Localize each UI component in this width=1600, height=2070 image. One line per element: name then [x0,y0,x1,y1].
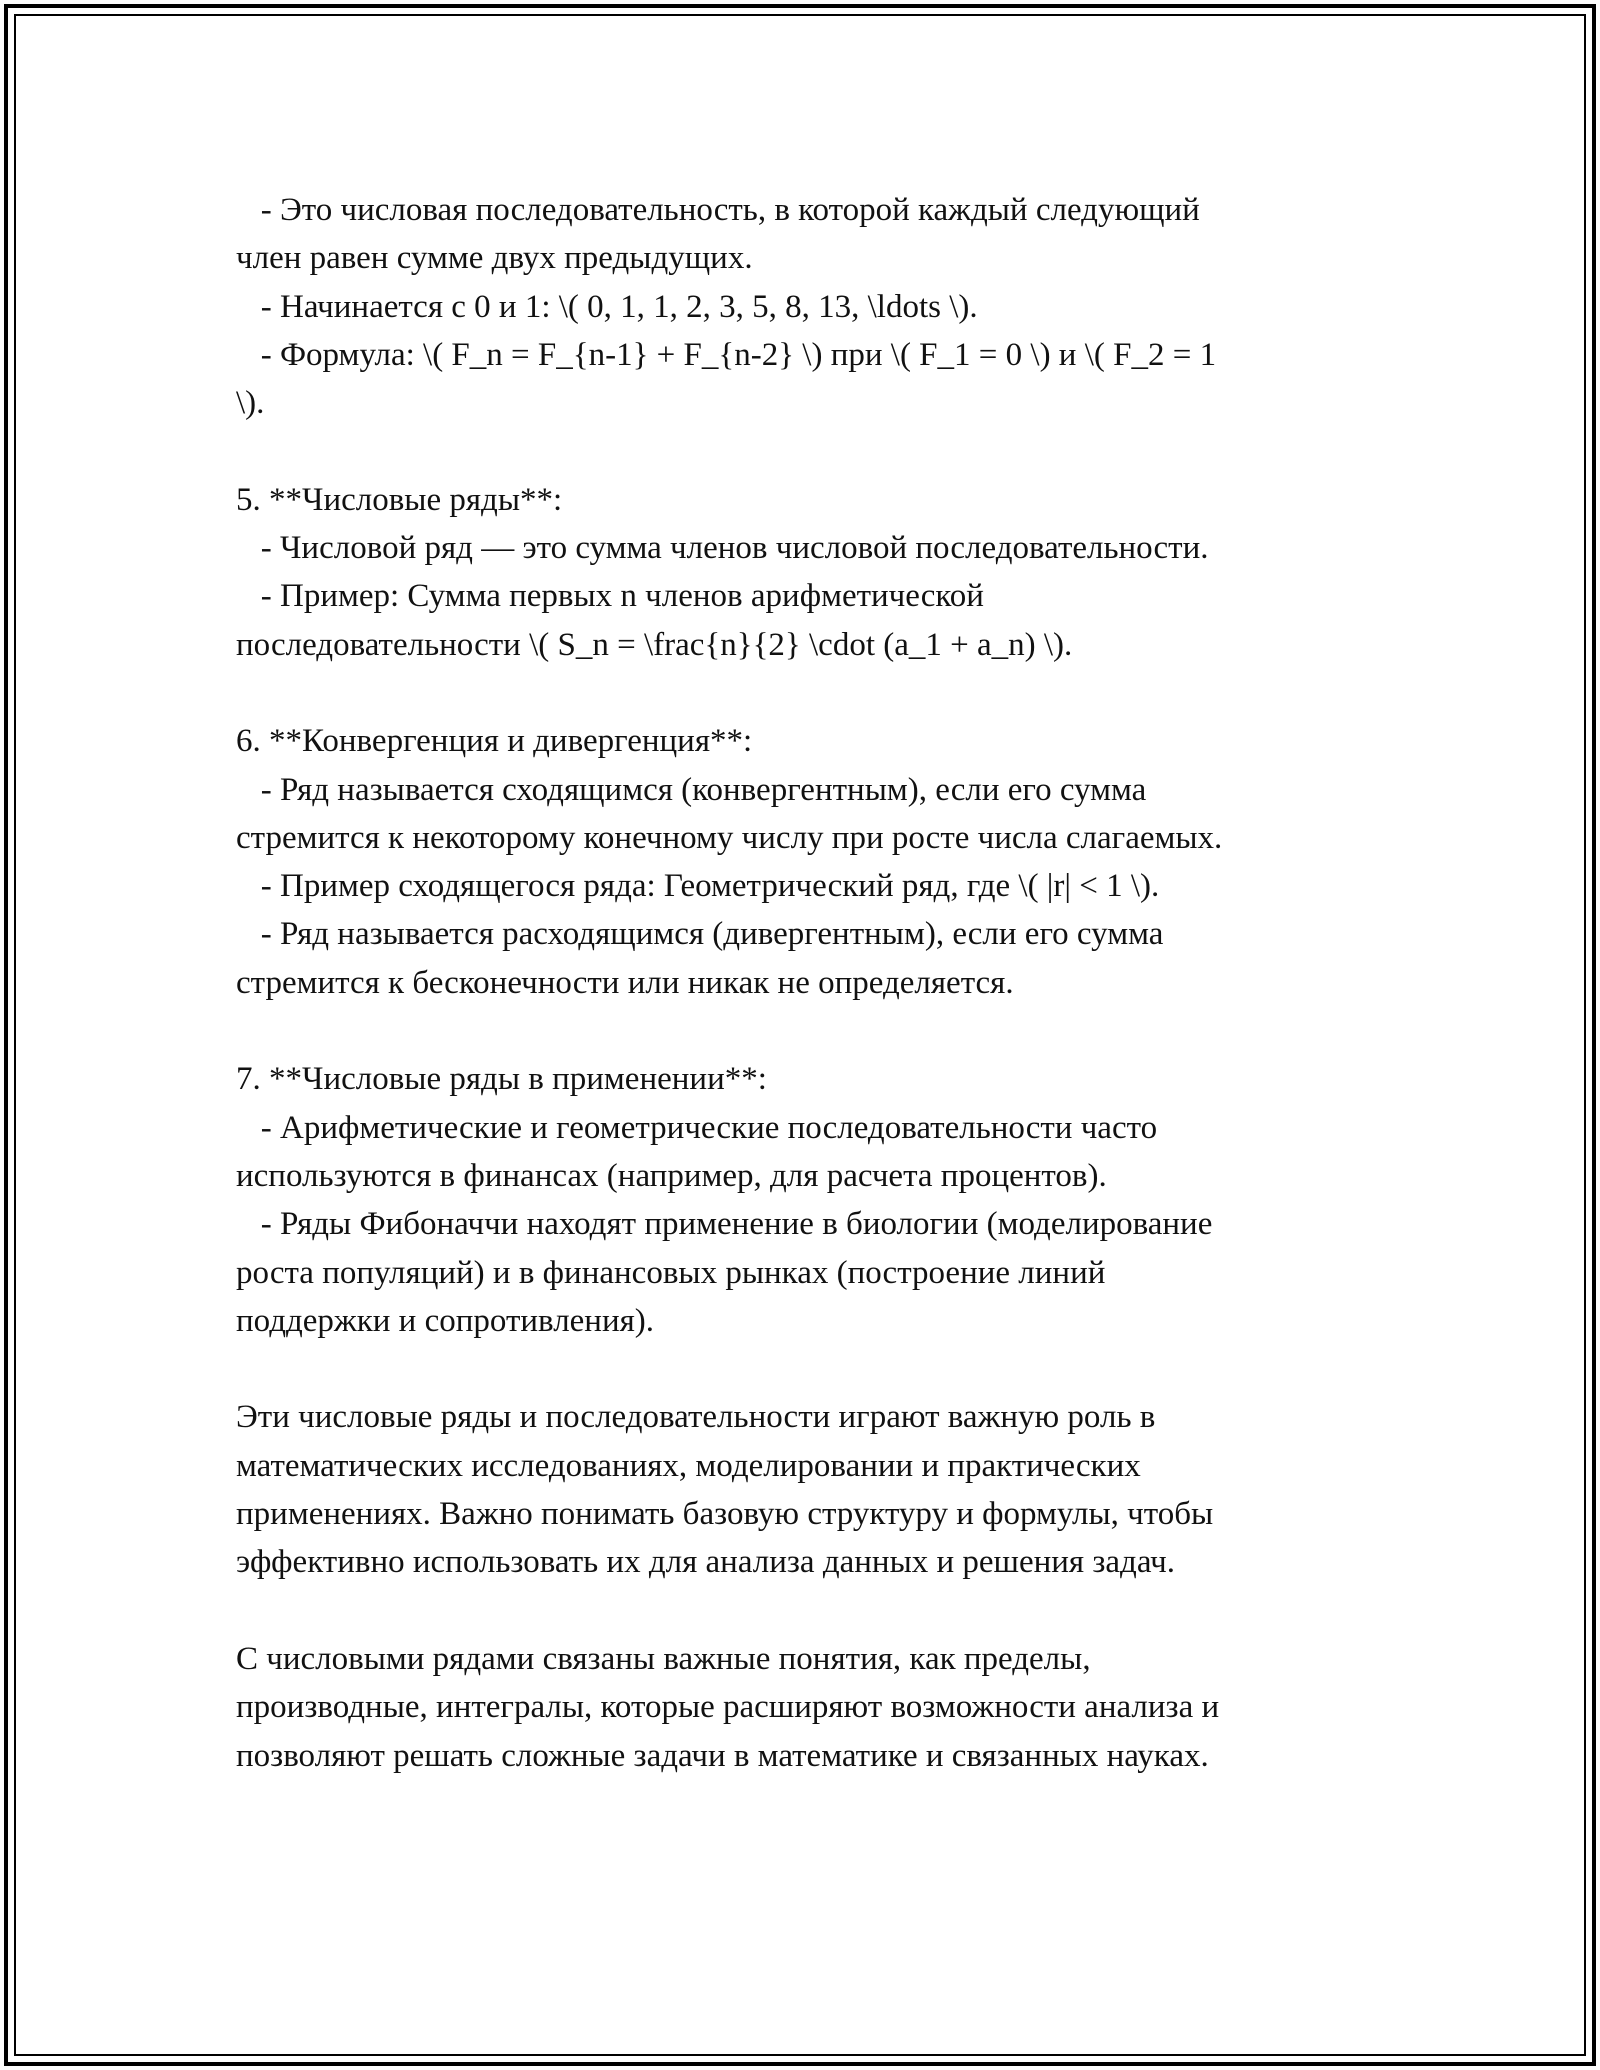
text-line: - Ряд называется сходящимся (конвергентным), если его сумма [236,771,1147,808]
text-line: - Числовой ряд — это сумма членов числовой последовательности. [236,530,1209,567]
text-line: - Арифметические и геометрические последовательности часто [236,1109,1158,1146]
blank-line [236,1345,1356,1393]
text-line: поддержки и сопротивления). [236,1302,655,1339]
text-line: член равен сумме двух предыдущих. [236,240,753,277]
text-line: - Пример сходящегося ряда: Геометрический ряд, где \( |r| < 1 \). [236,868,1160,905]
text-line: 6. **Конвергенция и дивергенция**: [236,723,753,760]
text-line: - Пример: Сумма первых n членов арифметической [236,578,984,615]
text-line: математических исследованиях, моделировании и практических [236,1447,1141,1484]
document-body [236,186,1356,1780]
blank-line [236,1587,1356,1635]
text-line: эффективно использовать их для анализа данных и решения задач. [236,1544,1176,1581]
text-line: производные, интегралы, которые расширяют возможности анализа и [236,1689,1220,1726]
blank-line [236,427,1356,475]
text-line: роста популяций) и в финансовых рынках (построение линий [236,1254,1106,1291]
text-line: - Ряды Фибоначчи находят применение в биологии (моделирование [236,1206,1213,1243]
blank-line [236,669,1356,717]
text-line: стремится к некоторому конечному числу при росте числа слагаемых. [236,819,1223,856]
text-line: стремится к бесконечности или никак не определяется. [236,964,1014,1001]
text-line: С числовыми рядами связаны важные понятия, как пределы, [236,1640,1091,1677]
blank-line [236,1007,1356,1055]
text-line: позволяют решать сложные задачи в математике и связанных науках. [236,1737,1209,1774]
text-line: 5. **Числовые ряды**: [236,481,563,518]
text-line: последовательности \( S_n = \frac{n}{2} \cdot (a_1 + a_n) \). [236,626,1073,663]
text-line: Эти числовые ряды и последовательности играют важную роль в [236,1399,1156,1436]
text-line: - Ряд называется расходящимся (дивергентным), если его сумма [236,916,1164,953]
text-line: - Начинается с 0 и 1: \( 0, 1, 1, 2, 3, 5, 8, 13, \ldots \). [236,288,978,325]
text-line: 7. **Числовые ряды в применении**: [236,1061,767,1098]
text-line: - Это числовая последовательность, в которой каждый следующий [236,192,1200,228]
text-line: используются в финансах (например, для расчета процентов). [236,1157,1107,1194]
text-line: - Формула: \( F_n = F_{n-1} + F_{n-2} \) при \( F_1 = 0 \) и \( F_2 = 1 [236,336,1217,373]
text-line: применениях. Важно понимать базовую структуру и формулы, чтобы [236,1496,1214,1533]
text-line: \). [236,385,265,422]
